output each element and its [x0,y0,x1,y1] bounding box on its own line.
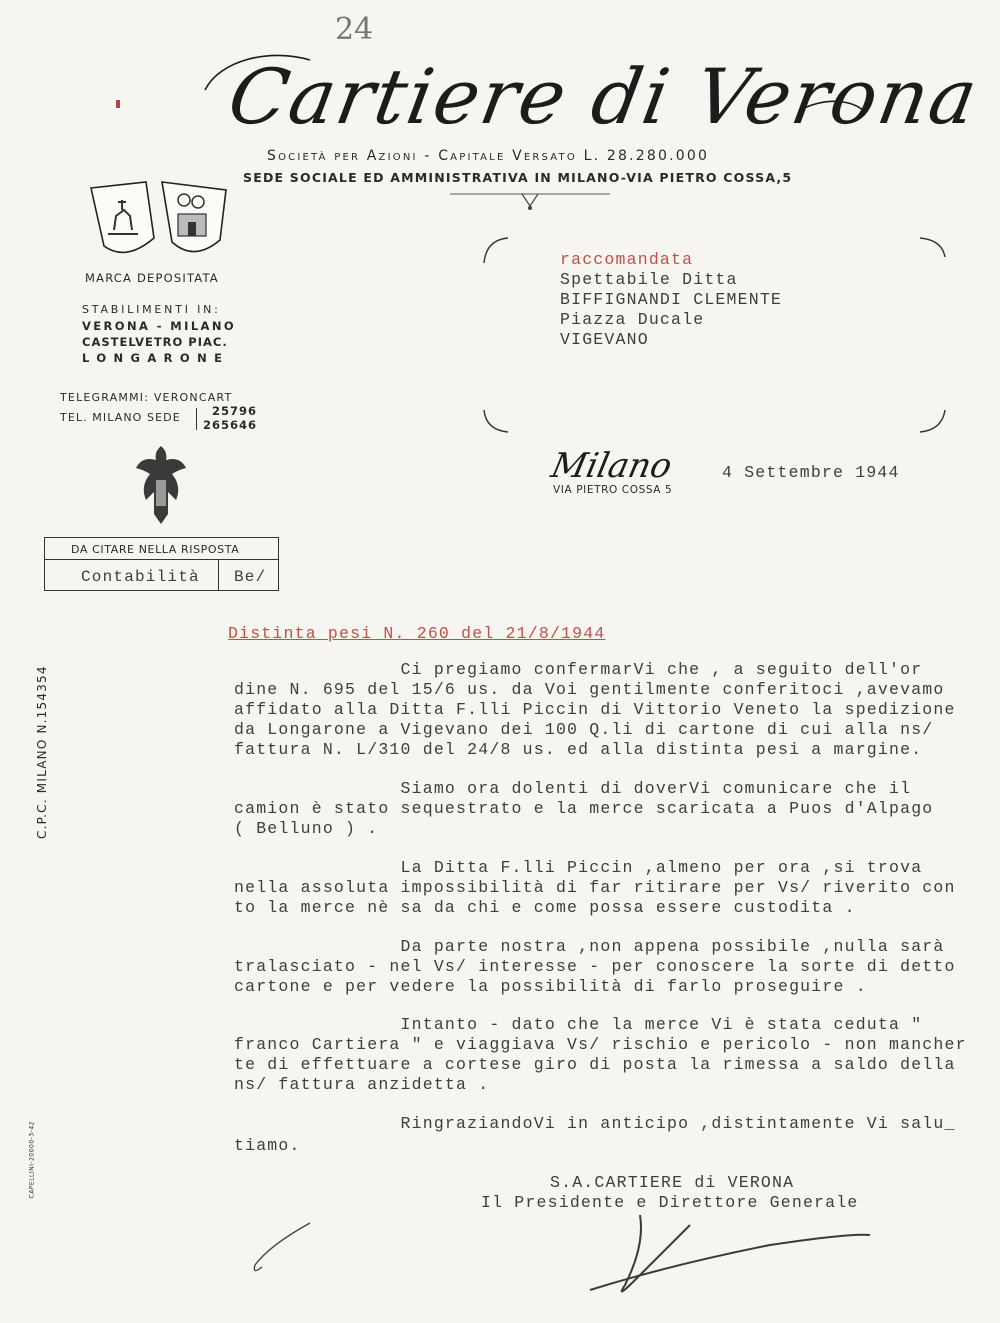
telegrams-line: TELEGRAMMI: VERONCART [60,391,233,404]
coat-of-arms-icon [86,180,236,262]
plants-title: STABILIMENTI IN: [82,303,221,316]
side-registration: C.P.C. MILANO N.154354 [35,665,49,839]
plant-verona-milano: VERONA - MILANO [82,319,237,333]
paragraph-5-line-3: te di effettuare a cortese giro di posta la rimessa a saldo della [234,1055,956,1074]
paragraph-2-line-3: ( Belluno ) . [234,819,379,838]
delivery-type: raccomandata [560,250,694,269]
paragraph-5-line-4: ns/ fattura anzidetta . [234,1075,490,1094]
paragraph-2-line-1: Siamo ora dolenti di doverVi comunicare che il [234,779,912,798]
trademark-label: MARCA DEPOSITATA [85,271,219,285]
paragraph-5-line-1: Intanto - dato che la merce Vi è stata ceduta " [234,1015,923,1034]
paragraph-1-line-5: fattura N. L/310 del 24/8 us. ed alla distinta pesi a margine. [234,740,923,759]
paragraph-3-line-1: La Ditta F.lli Piccin ,almeno per ora ,si trova [234,858,923,877]
printer-note: CAPELLINI-20000-3-42 [28,1121,36,1199]
paragraph-3-line-2: nella assoluta impossibilità di far ritirare per Vs/ riverito con [234,878,956,897]
paragraph-6-line-2: tiamo. [234,1136,301,1155]
margin-mark [116,100,120,108]
paragraph-1-line-4: da Longarone a Vigevano dei 100 Q.li di cartone di cui alla ns/ [234,720,934,739]
reference-initials: Be/ [234,568,267,586]
paragraph-3-line-3: to la merce nè sa da chi e come possa essere custodita . [234,898,856,917]
phone-number-2: 265646 [203,418,258,432]
city-script: Milano [547,446,676,486]
company-name: Cartiere di Verona [222,52,986,141]
phone-number-1: 25796 [212,404,258,418]
reference-box [44,537,279,591]
company-info-line1: Società per Azioni - Capitale Versato L. 28.280.000 [267,148,710,164]
plant-castelvetro: CASTELVETRO PIAC. [82,335,228,349]
address-line-4: VIGEVANO [560,330,649,349]
address-window-corners [480,235,950,435]
signature-role: Il Presidente e Direttore Generale [481,1193,859,1212]
reference-accounting: Contabilità [81,568,200,586]
eagle-emblem-icon [132,442,190,526]
paragraph-4-line-3: cartone e per vedere la possibilità di farlo proseguire . [234,977,867,996]
address-line-3: Piazza Ducale [560,310,705,329]
letter-subject: Distinta pesi N. 260 del 21/8/1944 [228,624,606,643]
phone-label: TEL. MILANO SEDE [60,411,181,424]
paragraph-6-line-1: RingraziandoVi in anticipo ,distintamente Vi salu_ [234,1114,956,1133]
paragraph-1-line-3: affidato alla Ditta F.lli Piccin di Vittorio Veneto la spedizione [234,700,956,719]
reference-box-col-divider [218,559,219,590]
plant-longarone: LONGARONE [82,351,230,365]
paragraph-4-line-2: tralasciato - nel Vs/ interesse - per conoscere la sorte di detto [234,957,956,976]
reference-box-title: DA CITARE NELLA RISPOSTA [71,543,240,556]
paragraph-1-line-2: dine N. 695 del 15/6 us. da Voi gentilmente conferitoci ,avevamo [234,680,945,699]
paragraph-5-line-2: franco Cartiera " e viaggiava Vs/ rischio e pericolo - non mancher [234,1035,967,1054]
reference-box-divider [45,559,278,560]
signature-company: S.A.CARTIERE di VERONA [550,1173,795,1192]
paragraph-1-line-1: Ci pregiamo confermarVi che , a seguito dell'or [234,660,923,679]
paragraph-2-line-2: camion è stato sequestrato e la merce scaricata a Puos d'Alpago [234,799,934,818]
city-address: VIA PIETRO COSSA 5 [553,484,673,496]
header-ornament [450,186,610,216]
company-info-line2: SEDE SOCIALE ED AMMINISTRATIVA IN MILANO-VIA PIETRO COSSA,5 [243,170,793,185]
address-line-1: Spettabile Ditta [560,270,738,289]
handwritten-signature [250,1205,890,1305]
archive-number: 24 [335,12,374,47]
phone-divider [196,408,197,430]
paragraph-4-line-1: Da parte nostra ,non appena possibile ,nulla sarà [234,937,945,956]
letter-date: 4 Settembre 1944 [722,463,900,482]
address-line-2: BIFFIGNANDI CLEMENTE [560,290,783,309]
